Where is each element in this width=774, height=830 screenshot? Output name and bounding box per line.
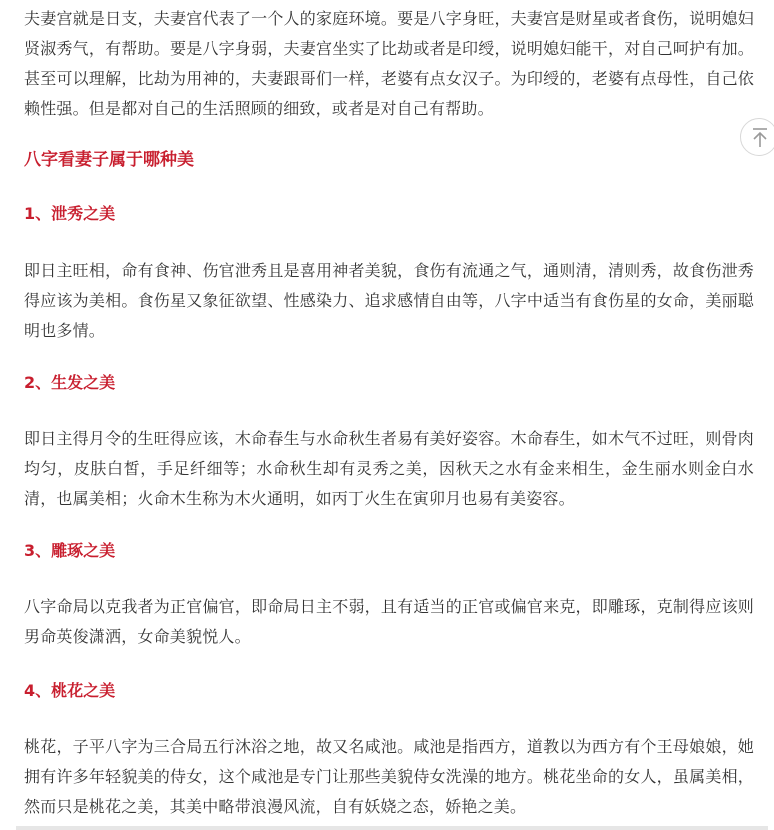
paragraph-2: 即日主得月令的生旺得应该，木命春生与水命秋生者易有美好姿容。木命春生，如木气不过旺，则骨肉均匀，皮肤白皙，手足纤细等；水命秋生却有灵秀之美，因秋天之水有金来相生，金生丽水则金白水清，也属美相；火命木生称为木火通明，如丙丁火生在寅卯月也易有美姿容。 [24,429,754,508]
subheading-2: 2、生发之美 [24,373,116,392]
bottom-divider [16,826,768,830]
subheading-4: 4、桃花之美 [24,681,116,700]
subheading-1: 1、泄秀之美 [24,204,116,223]
back-to-top-button[interactable] [740,118,774,156]
arrow-up-to-top-icon [750,127,770,149]
subheading-3: 3、雕琢之美 [24,541,116,560]
paragraph-1: 即日主旺相，命有食神、伤官泄秀且是喜用神者美貌，食伤有流通之气，通则清，清则秀，故食伤泄秀得应该为美相。食伤星又象征欲望、性感染力、追求感情自由等，八字中适当有食伤星的女命，美丽聪明也多情。 [24,261,754,340]
paragraph-4: 桃花，子平八字为三合局五行沐浴之地，故又名咸池。咸池是指西方，道教以为西方有个王母娘娘，她拥有许多年轻貌美的侍女，这个咸池是专门让那些美貌侍女洗澡的地方。桃花坐命的女人，虽属美相，然而只是桃花之美，其美中略带浪漫风流，自有妖娆之态，娇艳之美。 [24,737,754,816]
paragraph-3: 八字命局以克我者为正官偏官，即命局日主不弱，且有适当的正官或偏官来克，即雕琢，克制得应该则男命英俊潇洒，女命美貌悦人。 [24,597,754,646]
section-title: 八字看妻子属于哪种美 [24,150,194,170]
intro-paragraph: 夫妻宫就是日支，夫妻宫代表了一个人的家庭环境。要是八字身旺，夫妻宫是财星或者食伤，说明媳妇贤淑秀气，有帮助。要是八字身弱，夫妻宫坐实了比劫或者是印绶，说明媳妇能干，对自己呵护有加。甚至可以理解，比劫为用神的，夫妻跟哥们一样，老婆有点女汉子。为印绶的，老婆有点母性，自己依赖性强。但是都对自己的生活照顾的细致，或者是对自己有帮助。 [24,9,754,118]
